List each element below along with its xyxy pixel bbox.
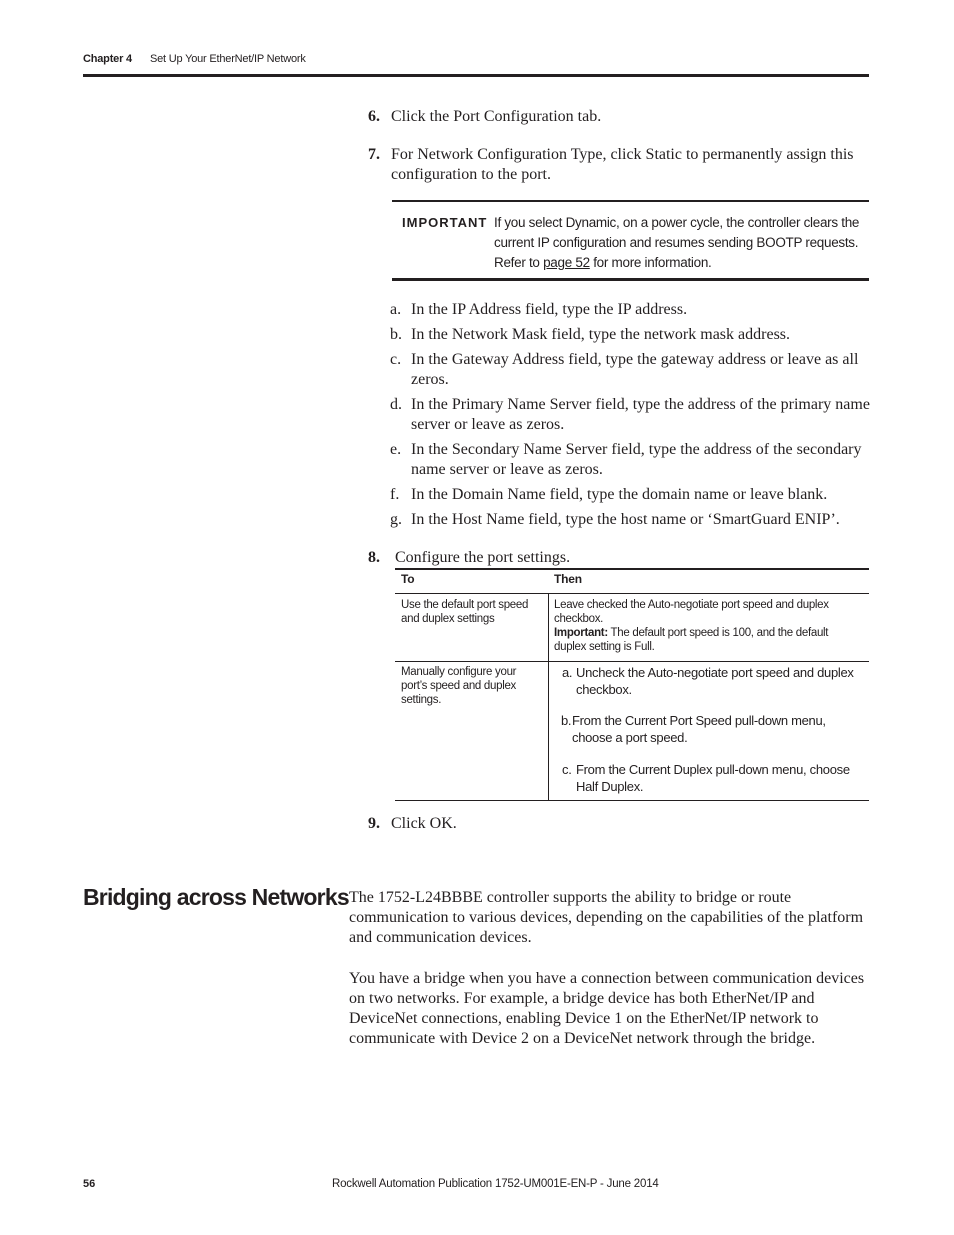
table-list-item	[562, 761, 862, 795]
table-cell-to-row2: Manually configure your port’s speed and duplex settings.	[401, 666, 517, 706]
important-bottom-rule	[392, 278, 869, 281]
step-number: 9.	[368, 815, 380, 832]
table-list-letter: a.	[562, 665, 573, 680]
important-inline-label: Important:	[554, 627, 608, 639]
table-list-text: From the Current Port Speed pull-down menu, choose a port speed.	[572, 713, 826, 745]
chapter-title: Set Up Your EtherNet/IP Network	[150, 53, 306, 65]
substep-letter: c.	[390, 351, 402, 368]
substep-letter: f.	[390, 486, 400, 503]
table-cell-important	[554, 626, 854, 654]
table-header-then: Then	[554, 572, 582, 586]
table-list-item	[561, 712, 866, 746]
step-text: Click the Port Configuration tab.	[391, 108, 602, 125]
section-paragraph-1: The 1752-L24BBBE controller supports the ability to bridge or route communication to various devices, depending on the capabilities of the platform and communication devices.	[349, 889, 864, 946]
important-top-rule	[392, 200, 869, 202]
important-inline-text: The default port speed is 100, and the default duplex setting is Full.	[554, 627, 829, 653]
publication-info: Rockwell Automation Publication 1752-UM001E-EN-P - June 2014	[332, 1178, 659, 1190]
table-list-letter: c.	[562, 762, 572, 777]
step-number: 7.	[368, 146, 380, 163]
substep-text: In the IP Address field, type the IP address.	[411, 301, 688, 318]
step-text: Click OK.	[391, 815, 457, 832]
table-list-item	[562, 664, 862, 698]
table-column-divider	[548, 594, 549, 801]
table-row-rule	[395, 661, 869, 662]
substep-text: In the Host Name field, type the host name or ‘SmartGuard ENIP’.	[411, 511, 840, 528]
substep-text: In the Gateway Address field, type the gateway address or leave as all zeros.	[411, 351, 859, 388]
step-number: 8.	[368, 549, 380, 566]
table-list-letter: b.	[561, 713, 572, 728]
important-text-part: for more information.	[589, 255, 712, 270]
header-rule	[83, 74, 869, 77]
substep-letter: g.	[390, 511, 402, 528]
substep-text: In the Domain Name field, type the domain name or leave blank.	[411, 486, 828, 503]
table-list-text: Uncheck the Auto-negotiate port speed and duplex checkbox.	[576, 665, 854, 697]
table-bottom-rule	[395, 800, 869, 801]
substep-text: In the Secondary Name Server field, type the address of the secondary name server or leave as zeros.	[411, 441, 862, 478]
substep-letter: a.	[390, 301, 402, 318]
important-text-part: If you select Dynamic, on a power cycle, the controller clears the current IP configuration and resumes sending BOOTP requests. Refer to	[494, 215, 860, 270]
step-text: Configure the port settings.	[395, 549, 571, 566]
table-cell-then-row1: Leave checked the Auto-negotiate port speed and duplex checkbox.	[554, 599, 829, 625]
table-header-to: To	[401, 572, 415, 586]
chapter-label: Chapter 4	[83, 53, 132, 65]
important-label: IMPORTANT	[402, 215, 488, 230]
step-text: For Network Configuration Type, click Static to permanently assign this configuration to the port.	[391, 146, 854, 183]
section-paragraph-2: You have a bridge when you have a connection between communication devices on two networks. For example, a bridge device has both EtherNet/IP and DeviceNet connections, enabling Device 1 on the EtherNet/IP network to communicate with Device 2 on a DeviceNet network through the bridge.	[349, 970, 865, 1047]
substep-letter: e.	[390, 441, 402, 458]
table-cell-to-row1: Use the default port speed and duplex settings	[401, 599, 529, 625]
table-top-rule	[395, 568, 869, 570]
table-header-rule	[395, 593, 869, 594]
table-list-text: From the Current Duplex pull-down menu, choose Half Duplex.	[576, 762, 850, 794]
substep-text: In the Network Mask field, type the network mask address.	[411, 326, 791, 343]
page-link[interactable]: page 52	[543, 255, 590, 270]
step-number: 6.	[368, 108, 380, 125]
page-number: 56	[83, 1178, 96, 1190]
substep-text: In the Primary Name Server field, type the address of the primary name server or leave as zeros.	[411, 396, 870, 433]
section-heading: Bridging across Networks	[83, 884, 349, 910]
important-text	[494, 213, 874, 273]
substep-letter: b.	[390, 326, 402, 343]
substep-letter: d.	[390, 396, 402, 413]
